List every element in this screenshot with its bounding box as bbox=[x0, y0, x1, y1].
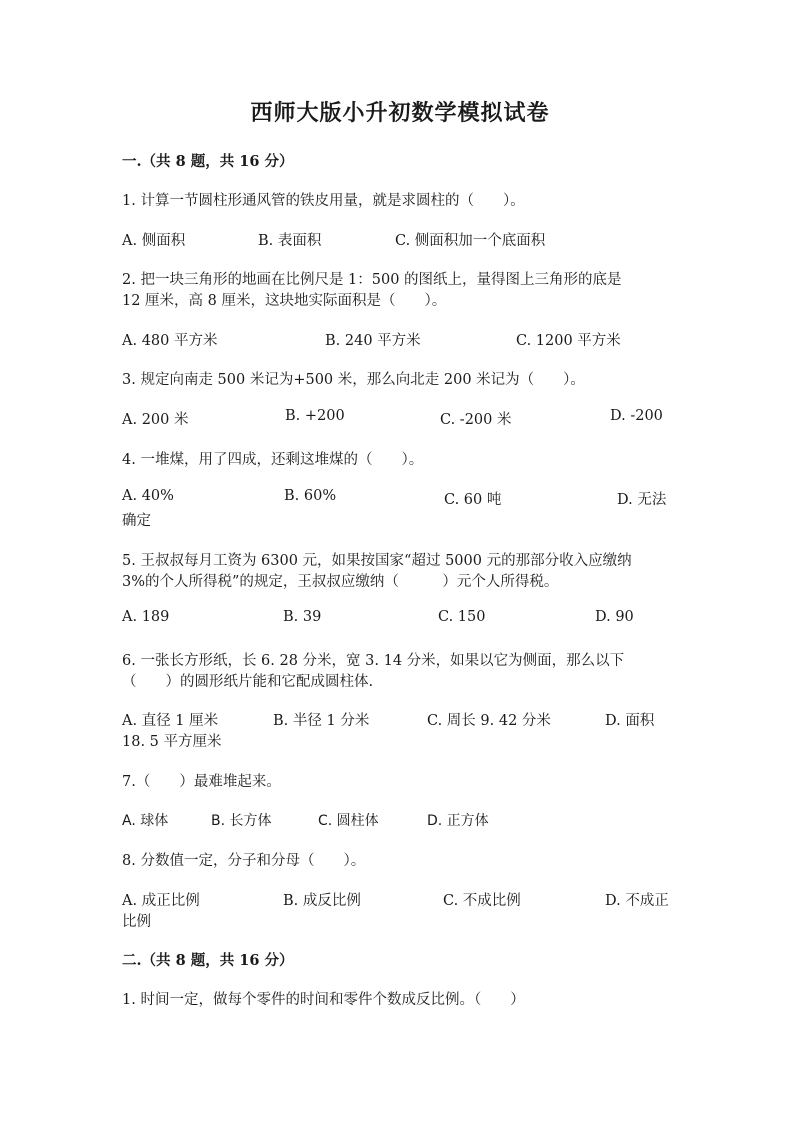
question-6-line-1: 6. 一张长方形纸，长 6. 28 分米，宽 3. 14 分米，如果以它为侧面，那么以下 bbox=[122, 653, 625, 669]
q7-option-c: C. 圆柱体 bbox=[318, 813, 379, 829]
q4-option-a: A. 40% bbox=[122, 488, 174, 504]
question-6-line-2: （ ）的圆形纸片能和它配成圆柱体. bbox=[122, 674, 374, 690]
q7-option-b: B. 长方体 bbox=[211, 813, 272, 829]
q6-option-d: D. 面积 bbox=[605, 713, 655, 729]
q8-option-b: B. 成反比例 bbox=[283, 893, 361, 909]
q4-option-b: B. 60% bbox=[284, 488, 337, 504]
q5-option-d: D. 90 bbox=[595, 609, 634, 625]
q4-option-c: C. 60 吨 bbox=[444, 492, 502, 508]
q1-option-a: A. 侧面积 bbox=[122, 233, 186, 249]
question-2-line-2: 12 厘米，高 8 厘米，这块地实际面积是（ ）。 bbox=[122, 293, 447, 309]
question-5-line-1: 5. 王叔叔每月工资为 6300 元，如果按国家“超过 5000 元的那部分收入应缴纳 bbox=[122, 553, 632, 569]
q6-option-b: B. 半径 1 分米 bbox=[273, 713, 370, 729]
q8-option-d-wrap: 比例 bbox=[122, 914, 151, 930]
q4-option-d-wrap: 确定 bbox=[122, 513, 151, 529]
question-2-line-1: 2. 把一块三角形的地画在比例尺是 1：500 的图纸上，量得图上三角形的底是 bbox=[122, 272, 622, 288]
q5-option-c: C. 150 bbox=[438, 609, 486, 625]
q3-option-a: A. 200 米 bbox=[122, 412, 189, 428]
section-2-question-1: 1. 时间一定，做每个零件的时间和零件个数成反比例。（ ） bbox=[122, 992, 525, 1008]
q3-option-d: D. -200 bbox=[610, 408, 663, 424]
section-2-heading: 二.（共 8 题，共 16 分） bbox=[122, 952, 294, 969]
question-5-line-2: 3%的个人所得税”的规定，王叔叔应缴纳（ ）元个人所得税。 bbox=[122, 574, 559, 590]
q3-option-c: C. -200 米 bbox=[440, 412, 512, 428]
question-7: 7.（ ）最难堆起来。 bbox=[122, 774, 281, 790]
q7-option-a: A. 球体 bbox=[122, 813, 169, 829]
q4-option-d: D. 无法 bbox=[617, 492, 667, 508]
q8-option-c: C. 不成比例 bbox=[443, 893, 521, 909]
question-3: 3. 规定向南走 500 米记为+500 米，那么向北走 200 米记为（ ）。 bbox=[122, 372, 585, 388]
q1-option-b: B. 表面积 bbox=[258, 233, 322, 249]
q3-option-b: B. +200 bbox=[285, 408, 345, 424]
question-1: 1. 计算一节圆柱形通风管的铁皮用量，就是求圆柱的（ ）。 bbox=[122, 193, 525, 209]
question-4: 4. 一堆煤，用了四成，还剩这堆煤的（ ）。 bbox=[122, 452, 424, 468]
q6-option-c: C. 周长 9. 42 分米 bbox=[427, 713, 551, 729]
q8-option-d: D. 不成正 bbox=[605, 893, 669, 909]
question-8: 8. 分数值一定，分子和分母（ ）。 bbox=[122, 853, 366, 869]
q5-option-b: B. 39 bbox=[283, 609, 322, 625]
q7-option-d: D. 正方体 bbox=[427, 813, 489, 829]
q6-option-d-wrap: 18. 5 平方厘米 bbox=[122, 734, 222, 750]
q1-option-c: C. 侧面积加一个底面积 bbox=[395, 233, 546, 249]
q5-option-a: A. 189 bbox=[122, 609, 170, 625]
q6-option-a: A. 直径 1 厘米 bbox=[122, 713, 219, 729]
q2-option-a: A. 480 平方米 bbox=[122, 333, 218, 349]
q8-option-a: A. 成正比例 bbox=[122, 893, 200, 909]
section-1-heading: 一.（共 8 题，共 16 分） bbox=[122, 153, 294, 170]
q2-option-b: B. 240 平方米 bbox=[325, 333, 421, 349]
page-title: 西师大版小升初数学模拟试卷 bbox=[250, 100, 550, 126]
q2-option-c: C. 1200 平方米 bbox=[516, 333, 621, 349]
